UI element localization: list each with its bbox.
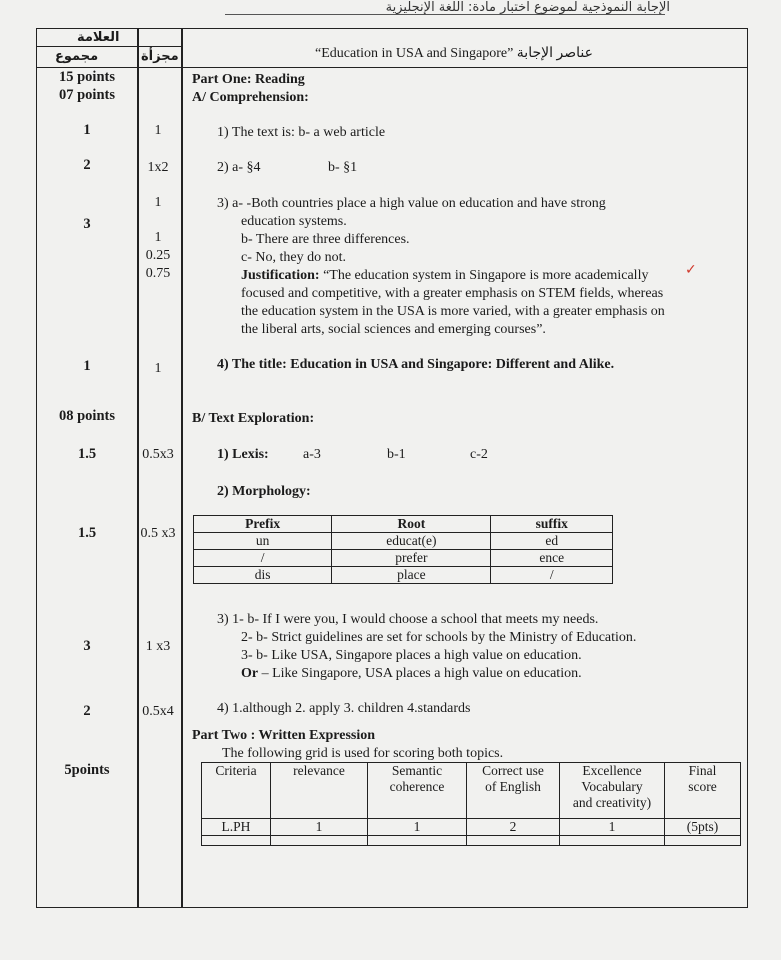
- scoring-header-row: [202, 763, 741, 819]
- header-line: Correct use: [482, 763, 544, 778]
- scoring-cell: 1: [271, 819, 368, 836]
- header-line: relevance: [293, 763, 345, 778]
- scoring-grid: [201, 762, 741, 846]
- b-q3-line-3: 3- b- Like USA, Singapore places a high value on education.: [241, 648, 582, 663]
- lexis-c: c-2: [470, 447, 488, 462]
- scoring-cell: [202, 836, 271, 846]
- q3-line-7: the education system in the USA is more varied, with a greater emphasis on: [241, 304, 665, 319]
- morphology-cell: un: [194, 533, 332, 550]
- document-title: “Education in USA and Singapore” عناصر الإجابة: [315, 46, 593, 61]
- q3-partial-b: 1: [154, 230, 162, 245]
- q2-answer-a: 2) a- §4: [217, 160, 261, 175]
- part-two-total: 5points: [64, 762, 110, 778]
- morphology-partial: 0.5 x3: [140, 526, 176, 541]
- section-b-title: B/ Text Exploration:: [192, 411, 315, 426]
- q3-partial-justification: 0.75: [145, 266, 171, 281]
- q1-total: 1: [83, 122, 91, 138]
- excellence-header: [560, 763, 665, 819]
- q1-partial: 1: [154, 123, 162, 138]
- section-a-total: 07 points: [58, 87, 115, 103]
- morphology-cell: dis: [194, 567, 332, 584]
- b-q3-partial: 1 x3: [145, 639, 171, 654]
- part-one-title: Part One: Reading: [192, 72, 305, 87]
- scoring-cell: [368, 836, 467, 846]
- header-line: Final: [688, 763, 717, 778]
- q2-partial: 1x2: [147, 160, 169, 175]
- justification-label: Justification:: [241, 268, 320, 283]
- q3-line-4: c- No, they do not.: [241, 250, 346, 265]
- scoring-cell: [271, 836, 368, 846]
- red-check-mark: ✓: [685, 262, 697, 278]
- q3-partial-a: 1: [154, 195, 162, 210]
- morphology-header-cell: Prefix: [194, 516, 332, 533]
- scoring-row: [202, 819, 741, 836]
- q2-total: 2: [83, 157, 91, 173]
- morphology-cell: educat(e): [332, 533, 491, 550]
- total-column-label: مجموع: [55, 49, 99, 64]
- b-q4-partial: 0.5x4: [142, 704, 174, 719]
- part-two-title: Part Two : Written Expression: [192, 728, 376, 743]
- q3-partial-c: 0.25: [145, 248, 171, 263]
- morphology-cell: place: [332, 567, 491, 584]
- top-header-text: الإجابة النموذجية لموضوع اختبار مادة: اللغة الإنجليزية: [385, 0, 670, 14]
- q4-total: 1: [83, 358, 91, 374]
- lexis-total: 1.5: [77, 446, 97, 462]
- scoring-empty-row: [202, 836, 741, 846]
- morphology-cell: prefer: [332, 550, 491, 567]
- q3-justification: [241, 267, 648, 284]
- morphology-label: 2) Morphology:: [217, 484, 311, 499]
- section-b-total: 08 points: [58, 408, 115, 424]
- q2-answer-b: b- §1: [328, 160, 358, 175]
- q4-answer: 4) The title: Education in USA and Singapore: Different and Alike.: [217, 357, 615, 372]
- partial-column-label: مجزأة: [141, 49, 179, 64]
- header-line: coherence: [389, 779, 445, 794]
- morphology-header-cell: suffix: [491, 516, 613, 533]
- justification-text: “The education system in Singapore is more academically: [319, 268, 649, 283]
- part-one-total: 15 points: [58, 69, 115, 85]
- morphology-row: [194, 567, 613, 584]
- scoring-cell: L.PH: [202, 819, 271, 836]
- morphology-row: [194, 550, 613, 567]
- top-header-rule: [225, 14, 665, 15]
- scoring-cell: [665, 836, 741, 846]
- morphology-cell: ed: [491, 533, 613, 550]
- criteria-header: [202, 763, 271, 819]
- scoring-cell: 1: [560, 819, 665, 836]
- header-line: of English: [485, 779, 541, 794]
- header-line: Semantic: [391, 763, 443, 778]
- q1-answer: 1) The text is: b- a web article: [217, 125, 386, 140]
- morphology-table: [193, 515, 613, 584]
- relevance-header: [271, 763, 368, 819]
- or-label: Or: [241, 666, 259, 681]
- header-line: Vocabulary: [581, 779, 643, 794]
- morphology-total: 1.5: [77, 525, 97, 541]
- scoring-cell: [467, 836, 560, 846]
- grade-header-rule: [37, 46, 181, 47]
- morphology-cell: /: [491, 567, 613, 584]
- q3-line-6: focused and competitive, with a greater emphasis on STEM fields, whereas: [241, 286, 664, 301]
- semantic-coherence-header: [368, 763, 467, 819]
- b-q3-alternative: – Like Singapore, USA places a high value on education.: [258, 666, 582, 681]
- scoring-cell: 1: [368, 819, 467, 836]
- b-q3-total: 3: [83, 638, 91, 654]
- final-score-header: [665, 763, 741, 819]
- b-q4-total: 2: [83, 703, 91, 719]
- lexis-b: b-1: [387, 447, 406, 462]
- b-q3-line-2: 2- b- Strict guidelines are set for schools by the Ministry of Education.: [241, 630, 637, 645]
- answer-key-sheet: [36, 28, 748, 908]
- section-a-title: A/ Comprehension:: [192, 90, 309, 105]
- b-q4-answer: 4) 1.although 2. apply 3. children 4.standards: [217, 701, 471, 716]
- morphology-header-row: [194, 516, 613, 533]
- morphology-row: [194, 533, 613, 550]
- q3-line-3: b- There are three differences.: [241, 232, 410, 247]
- q3-line-1: 3) a- -Both countries place a high value on education and have strong: [217, 196, 606, 211]
- morphology-header-cell: Root: [332, 516, 491, 533]
- q3-line-8: the liberal arts, social sciences and emerging courses”.: [241, 322, 546, 337]
- header-line: Criteria: [215, 763, 257, 778]
- q4-partial: 1: [154, 361, 162, 376]
- morphology-cell: ence: [491, 550, 613, 567]
- scoring-cell: [560, 836, 665, 846]
- header-line: Excellence: [582, 763, 642, 778]
- grade-label: العلامة: [77, 30, 120, 45]
- b-q3-line-4: [241, 665, 582, 682]
- lexis-label: 1) Lexis:: [217, 447, 269, 462]
- lexis-a: a-3: [303, 447, 321, 462]
- scoring-cell: 2: [467, 819, 560, 836]
- morphology-cell: /: [194, 550, 332, 567]
- b-q3-line-1: 3) 1- b- If I were you, I would choose a school that meets my needs.: [217, 612, 599, 627]
- header-line: and creativity): [572, 795, 652, 810]
- correct-use-header: [467, 763, 560, 819]
- lexis-partial: 0.5x3: [142, 447, 174, 462]
- q3-line-2: education systems.: [241, 214, 347, 229]
- part-two-intro: The following grid is used for scoring both topics.: [222, 746, 504, 761]
- header-rule: [37, 67, 747, 68]
- scoring-cell: (5pts): [665, 819, 741, 836]
- header-line: score: [688, 779, 717, 794]
- q3-total: 3: [83, 216, 91, 232]
